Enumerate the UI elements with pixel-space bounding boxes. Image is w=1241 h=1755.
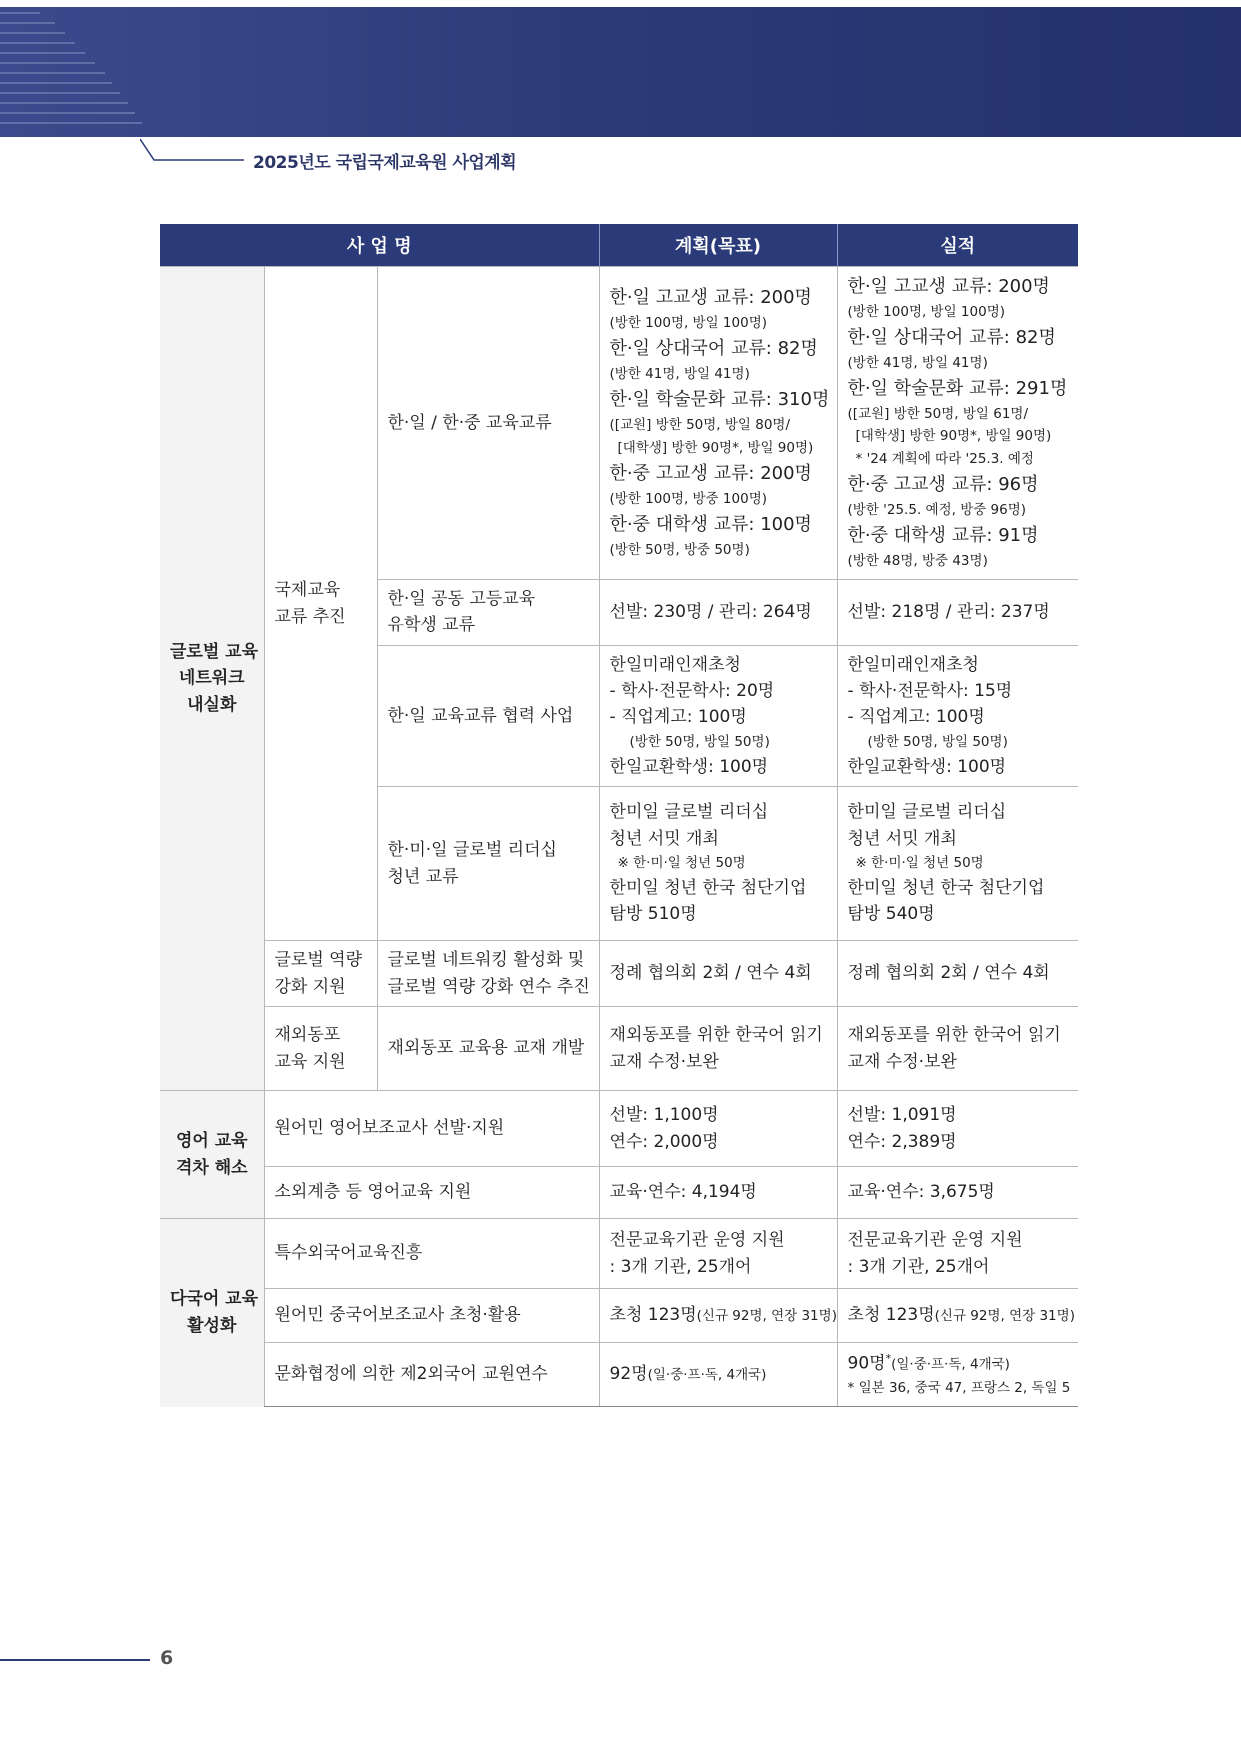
cell-line: 재외동포를 위한 한국어 읽기 [609, 1025, 823, 1046]
plan-cell [599, 267, 837, 580]
page-number: 6 [160, 1647, 174, 1669]
cell-line: 한·중 고교생 교류: 96명 [847, 474, 1039, 496]
cell-line: 한미일 글로벌 리더십 [847, 802, 1007, 823]
cell-line: 한·일 고교생 교류: 200명 [609, 287, 812, 309]
result-cell [837, 1091, 1078, 1167]
cell-line: 청년 서밋 개최 [847, 828, 957, 849]
cell-line: (방한 '25.5. 예정, 방중 96명) [847, 502, 1027, 519]
cell-line: ※ 한·미·일 청년 50명 [617, 855, 746, 872]
cell-line: 한·중 대학생 교류: 100명 [609, 513, 812, 535]
business-name-cell: 소외계층 등 영어교육 지원 [264, 1167, 599, 1219]
cell-line: 한·일 학술문화 교류: 291명 [847, 377, 1068, 399]
result-cell [837, 267, 1078, 580]
category-cell: 다국어 교육 활성화 [160, 1219, 264, 1407]
business-name-cell: 원어민 영어보조교사 선발·지원 [264, 1091, 599, 1167]
plan-cell [599, 1219, 837, 1289]
subcategory-cell: 글로벌 역량 강화 지원 [264, 941, 377, 1007]
cell-line: 한·중 고교생 교류: 200명 [609, 462, 812, 484]
table-row [160, 1219, 1078, 1289]
subcategory-cell: 재외동포 교육 지원 [264, 1007, 377, 1091]
header-plan: 계획(목표) [599, 224, 837, 267]
cell-line: 한·중 대학생 교류: 91명 [847, 525, 1039, 547]
cell-line: 탐방 540명 [847, 904, 935, 925]
cell-line: - 학사·전문학사: 15명 [847, 681, 1013, 702]
plan-cell [599, 1091, 837, 1167]
cell-line: * '24 계획에 따라 '25.3. 예정 [855, 451, 1034, 468]
cell-line: 선발: 218명 / 관리: 237명 [847, 602, 1050, 623]
business-name-cell: 글로벌 네트워킹 활성화 및 글로벌 역량 강화 연수 추진 [377, 941, 599, 1007]
business-name-cell: 한·일 교육교류 협력 사업 [377, 645, 599, 786]
table-row [160, 1091, 1078, 1167]
cell-line: 정례 협의회 2회 / 연수 4회 [609, 963, 812, 984]
category-cell: 글로벌 교육 네트워크 내실화 [160, 267, 264, 1091]
cell-line: (방한 41명, 방일 41명) [847, 354, 988, 371]
result-cell [837, 580, 1078, 646]
cell-line: (방한 100명, 방일 100명) [609, 315, 768, 332]
result-cell [837, 1007, 1078, 1091]
table-row [160, 1007, 1078, 1091]
plan-cell: 92명(일·중·프·독, 4개국) [599, 1343, 837, 1407]
cell-line: (방한 50명, 방일 50명) [867, 733, 1008, 750]
table-row [160, 941, 1078, 1007]
cell-line: ([교원] 방한 50명, 방일 80명/ [609, 417, 791, 434]
plan-cell [599, 1167, 837, 1219]
plan-cell [599, 645, 837, 786]
cell-line: [대학생] 방한 90명*, 방일 90명) [617, 439, 814, 456]
cell-line: [대학생] 방한 90명*, 방일 90명) [855, 428, 1052, 445]
cell-line: (방한 100명, 방일 100명) [847, 303, 1006, 320]
header-stripes-decoration [0, 7, 150, 137]
cell-line: 교재 수정·보완 [609, 1051, 719, 1072]
cell-line: ※ 한·미·일 청년 50명 [855, 855, 984, 872]
result-cell [837, 1219, 1078, 1289]
result-cell [837, 645, 1078, 786]
category-cell: 영어 교육 격차 해소 [160, 1091, 264, 1219]
result-cell: 초청 123명(신규 92명, 연장 31명) [837, 1289, 1078, 1343]
cell-line: 연수: 2,389명 [847, 1131, 957, 1152]
business-name-cell: 특수외국어교육진흥 [264, 1219, 599, 1289]
cell-line: 교육·연수: 4,194명 [609, 1182, 757, 1203]
cell-line: (방한 50명, 방일 50명) [629, 733, 770, 750]
cell-line: 한일교환학생: 100명 [609, 756, 769, 777]
table-row [160, 1167, 1078, 1219]
cell-line: 전문교육기관 운영 지원 [609, 1230, 785, 1251]
cell-line: 한미일 청년 한국 첨단기업 [609, 877, 807, 898]
table-row [160, 1343, 1078, 1407]
result-cell [837, 941, 1078, 1007]
business-name-cell: 문화협정에 의한 제2외국어 교원연수 [264, 1343, 599, 1407]
cell-line: 한일미래인재초청 [847, 654, 979, 675]
plan-cell [599, 1007, 837, 1091]
result-cell [837, 1167, 1078, 1219]
result-cell [837, 787, 1078, 941]
cell-line: - 직업계고: 100명 [847, 707, 985, 728]
cell-line: 선발: 230명 / 관리: 264명 [609, 602, 812, 623]
header-result: 실적 [837, 224, 1078, 267]
table-row [160, 267, 1078, 580]
cell-line: ([교원] 방한 50명, 방일 61명/ [847, 405, 1029, 422]
cell-line: 교육·연수: 3,675명 [847, 1182, 995, 1203]
business-plan-table [160, 224, 1078, 1407]
cell-line: : 3개 기관, 25개어 [609, 1256, 752, 1277]
cell-line: 연수: 2,000명 [609, 1131, 719, 1152]
document-title: 2025년도 국립국제교육원 사업계획 [253, 153, 517, 173]
cell-line: (방한 41명, 방일 41명) [609, 366, 750, 383]
cell-line: - 직업계고: 100명 [609, 707, 747, 728]
cell-line: - 학사·전문학사: 20명 [609, 681, 775, 702]
plan-cell [599, 941, 837, 1007]
business-name-cell: 한·미·일 글로벌 리더십 청년 교류 [377, 787, 599, 941]
cell-line: 한미일 글로벌 리더십 [609, 802, 769, 823]
plan-cell [599, 787, 837, 941]
cell-line: 교재 수정·보완 [847, 1051, 957, 1072]
cell-line: (방한 48명, 방중 43명) [847, 553, 988, 570]
business-name-cell: 재외동포 교육용 교재 개발 [377, 1007, 599, 1091]
table-header-row [160, 224, 1078, 267]
cell-line: 한·일 학술문화 교류: 310명 [609, 389, 830, 411]
cell-line: 선발: 1,091명 [847, 1105, 957, 1126]
cell-line: 정례 협의회 2회 / 연수 4회 [847, 963, 1050, 984]
result-cell: 90명*(일·중·프·독, 4개국) * 일본 36, 중국 47, 프랑스 2, 독일 5 [837, 1343, 1078, 1407]
cell-line: 한미일 청년 한국 첨단기업 [847, 877, 1045, 898]
cell-line: 한일교환학생: 100명 [847, 756, 1007, 777]
cell-line: 한·일 상대국어 교류: 82명 [609, 338, 818, 360]
cell-line: (방한 50명, 방중 50명) [609, 541, 750, 558]
cell-line: 재외동포를 위한 한국어 읽기 [847, 1025, 1061, 1046]
header-banner [0, 7, 1241, 137]
business-name-cell: 한·일 / 한·중 교육교류 [377, 267, 599, 580]
footer-rule [0, 1659, 150, 1661]
cell-line: 청년 서밋 개최 [609, 828, 719, 849]
cell-line: 탐방 510명 [609, 904, 697, 925]
cell-line: : 3개 기관, 25개어 [847, 1256, 990, 1277]
header-business-name: 사 업 명 [160, 224, 599, 267]
cell-line: 한·일 고교생 교류: 200명 [847, 276, 1050, 297]
cell-line: (방한 100명, 방중 100명) [609, 490, 768, 507]
business-name-cell: 원어민 중국어보조교사 초청·활용 [264, 1289, 599, 1343]
plan-cell [599, 580, 837, 646]
cell-line: 선발: 1,100명 [609, 1105, 719, 1126]
cell-line: 전문교육기관 운영 지원 [847, 1230, 1023, 1251]
business-name-cell: 한·일 공동 고등교육 유학생 교류 [377, 580, 599, 646]
table-row [160, 1289, 1078, 1343]
cell-line: 한일미래인재초청 [609, 654, 741, 675]
subcategory-cell: 국제교육 교류 추진 [264, 267, 377, 941]
cell-line: 한·일 상대국어 교류: 82명 [847, 326, 1056, 348]
plan-cell: 초청 123명(신규 92명, 연장 31명) [599, 1289, 837, 1343]
